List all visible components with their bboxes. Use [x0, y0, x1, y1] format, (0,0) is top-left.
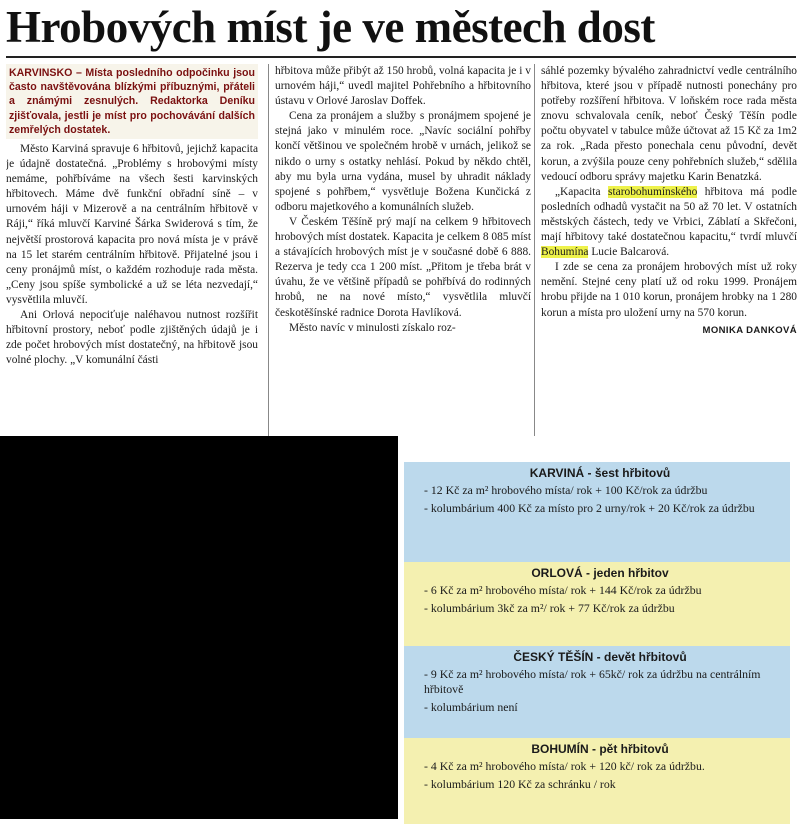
column-2	[268, 64, 531, 436]
paragraph: I zde se cena za pronájem hrobových míst už roky nemění. Stejné ceny platí už od roku 1999. Pronájem hrobu přijde na 1 010 korun, pronájem hrobky na 1 280 korun a místa pro uložení urny na 570 korun.	[541, 261, 797, 319]
redacted-area	[0, 436, 398, 819]
headline: Hrobových míst je ve městech dost	[6, 0, 796, 58]
price-item: - 9 Kč za m² hrobového místa/ rok + 65kč/ rok za údržbu na centrálním hřbitově	[424, 667, 761, 696]
paragraph: Město Karviná spravuje 6 hřbitovů, jejichž kapacita je údajně dostatečná. „Problémy s hrobovými místy nemáme, pohřbíváme na všech šesti karvinských hřbitovech. Máme dvě funkční obřadní síně – v urnovém háji v Mizerově a na centrálním hřbitově v Ráji,“ říká mluvčí Karviné Šárka Swiderová s tím, že největší prostorová kapacita pro nová místa je v právě na 15 let starém centrálním hřbitově. Přijatelné jsou i ceny pronájmů míst, o každém rozhoduje rada města. „Ceny jsou spíše symbolické a už se léta nezvedají,“ vysvětlila mluvčí.	[6, 143, 258, 306]
section-heading: ORLOVÁ - jeden hřbitov	[531, 566, 669, 580]
price-item: - kolumbárium 120 Kč za schránku / rok	[424, 777, 616, 791]
column-3	[534, 64, 797, 436]
paragraph: sáhlé pozemky bývalého zahradnictví vedle centrálního hřbitova, které jsou v případě nutnosti ponechány pro potřeby rozšíření hřbitova. V loňském roce rada města znovu schvalovala ceník, neboť Český Těšín podle počtu obyvatel v tabulce může účtovat až 15 Kč za 1m2 za rok. „Rada přesto ponechala cenu původní, devět korun, a zvýšila pouze ceny pohřebních služeb,“ sdělila vedoucí odboru správy majetku Karin Benatzká.	[541, 65, 797, 183]
section-heading: BOHUMÍN - pět hřbitovů	[531, 742, 669, 756]
article-body	[6, 64, 796, 436]
price-item: - kolumbárium 400 Kč za místo pro 2 urny/rok + 20 Kč/rok za údržbu	[424, 501, 755, 515]
price-section-orlova	[404, 562, 790, 646]
price-section-bohumin	[404, 738, 790, 824]
price-item: - 12 Kč za m² hrobového místa/ rok + 100 Kč/rok za údržbu	[424, 483, 708, 497]
author-byline: MONIKA DANKOVÁ	[702, 324, 797, 336]
quote-paragraph	[541, 185, 797, 260]
paragraph: hřbitova může přibýt až 150 hrobů, volná kapacita je i v urnovém háji,“ uvedl majitel Pohřebního a hřbitovního ústavu v Orlové Jaroslav Doffek.	[275, 65, 531, 108]
section-heading: KARVINÁ - šest hřbitovů	[529, 466, 671, 480]
section-heading: ČESKÝ TĚŠÍN - devět hřbitovů	[513, 650, 687, 664]
text-run: „Kapacita	[555, 185, 609, 198]
highlighted-word: starobohumínského	[608, 185, 698, 198]
price-info-box	[404, 462, 790, 819]
price-section-cesky-tesin	[404, 646, 790, 738]
paragraph: Ani Orlová nepociťuje naléhavou nutnost rozšířit hřbitovní prostory, neboť podle zjištěných údajů je i zde počet hrobových míst dostatečný, na hřbitově jsou volné plochy. „V komunální části	[6, 309, 258, 367]
paragraph: Cena za pronájem a služby s pronájmem spojené je stejná jako v minulém roce. „Navíc sociální pohřby končí většinou ve společném hrobě v urnách, jelikož se nikdo o urny s ostatky nehlásí. Pokud by někdo chtěl, aby mu byla urna vydána, musel by uhradit náklady spojené s pohřbem,“ vysvětluje Božena Kunčická z odboru majetkového a komunálních služeb.	[275, 110, 531, 213]
price-item: - kolumbárium 3kč za m²/ rok + 77 Kč/rok za údržbu	[424, 601, 675, 615]
lead-paragraph	[6, 64, 258, 139]
column-1	[6, 64, 258, 436]
price-item: - 6 Kč za m² hrobového místa/ rok + 144 Kč/rok za údržbu	[424, 583, 702, 597]
price-item: - 4 Kč za m² hrobového místa/ rok + 120 kč/ rok za údržbu.	[424, 759, 705, 773]
price-section-karvina	[404, 462, 790, 562]
text-run: hřbitova má podle posledních odhadů vystačit na 50 až 70 let. V ostatních městských částech, tedy ve Vrbici, Záblatí a Skřečoni, mají hřbitovy také dostatečnou kapacitu,“ tvrdí mluvčí	[541, 185, 797, 244]
highlighted-word: Bohumína	[541, 246, 589, 259]
lead-text: KARVINSKO – Místa posledního odpočinku jsou často navštěvována blízkými příbuznými, přáteli a známými zesnulých. Redaktorka Deníku zjišťovala, jestli je míst pro pochovávání dalších zemřelých dostatek.	[9, 67, 255, 136]
price-item: - kolumbárium není	[424, 700, 518, 714]
paragraph: Město navíc v minulosti získalo roz-	[289, 321, 456, 334]
text-run: Lucie Balcarová.	[588, 246, 670, 259]
paragraph: V Českém Těšíně prý mají na celkem 9 hřbitovech hrobových míst dostatek. Kapacita je celkem 8 085 míst a stávajících hrobových míst je v současné době 6 888. Rezerva je tedy cca 1 200 míst. „Přitom je třeba brát v úvahu, že ve většině případů se pohřbívá do rodinných hrobů, ne na nové místo,“ vysvětlila mluvčí českotěšínské radnice Dorota Havlíková.	[275, 215, 531, 319]
